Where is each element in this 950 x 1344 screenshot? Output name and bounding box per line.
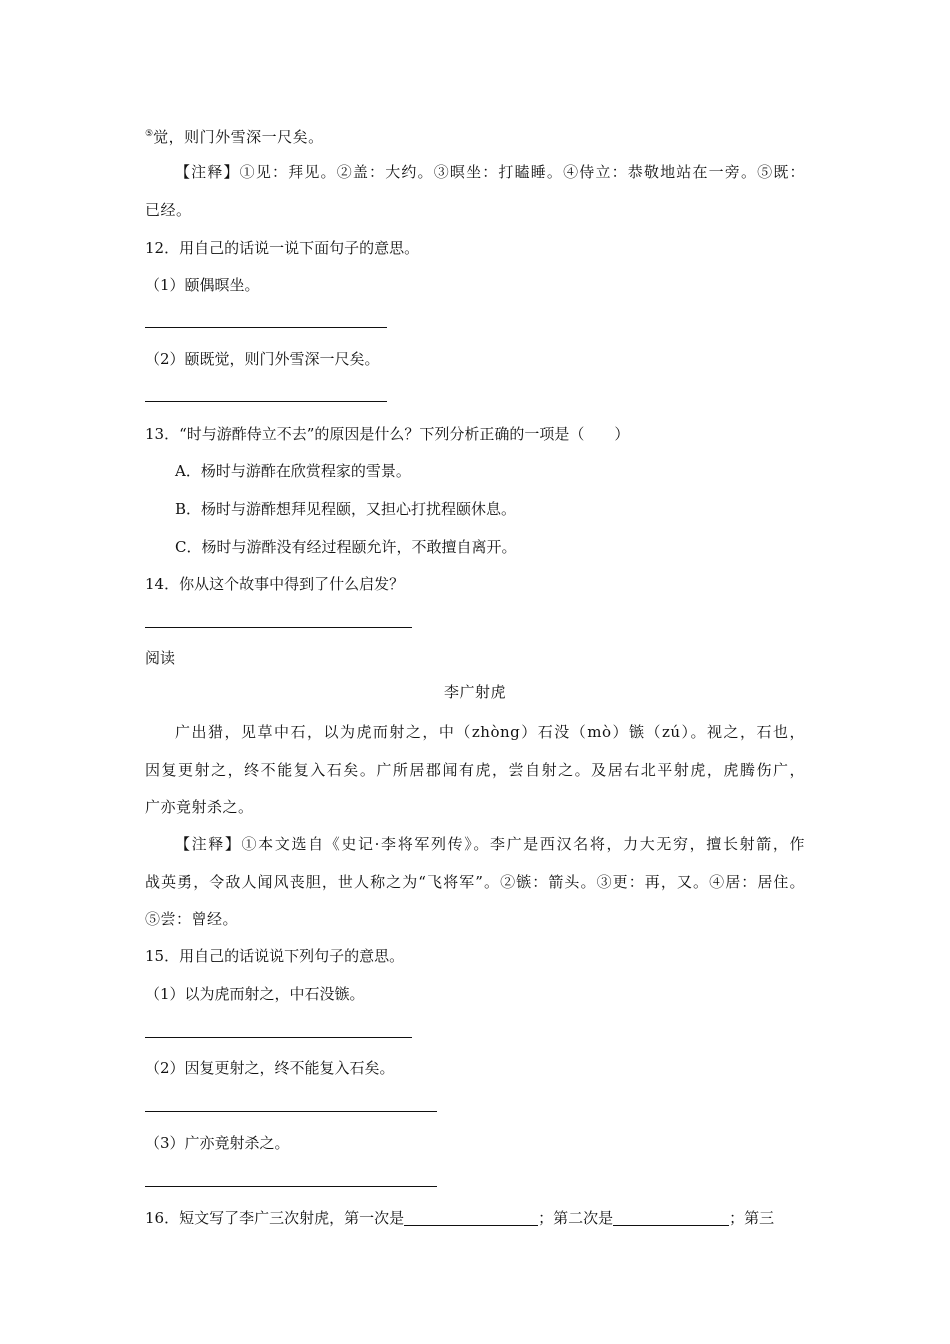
- question-13-option-a[interactable]: A．杨时与游酢在欣赏程家的雪景。: [175, 462, 411, 480]
- passage2-note-line2: 战英勇，令敌人闻风丧胆，世人称之为“飞将军”。②镞：箭头。③更：再，又。④居：居住。: [145, 873, 805, 891]
- question-15-sub2: （2）因复更射之，终不能复入石矣。: [145, 1059, 395, 1077]
- question-16-stem: [145, 1208, 774, 1228]
- passage1-tail-text: 觉，则门外雪深一尺矣。: [153, 128, 324, 146]
- question-15-sub3: （3）广亦竟射杀之。: [145, 1134, 290, 1152]
- note-mark-5: ⑤: [145, 129, 154, 139]
- passage2-line1: 广出猎，见草中石，以为虎而射之，中（zhòng）石没（mò）镞（zú）。视之，石也，: [175, 723, 805, 741]
- answer-line-15-2[interactable]: [145, 1111, 437, 1112]
- section-label: 阅读: [145, 649, 176, 667]
- question-16-part3: ；第三: [729, 1209, 775, 1227]
- question-13-stem: 13．“时与游酢侍立不去”的原因是什么？下列分析正确的一项是（ ）: [145, 425, 630, 443]
- question-15-sub1: （1）以为虎而射之，中石没镞。: [145, 985, 365, 1003]
- question-12-sub1: （1）颐偶暝坐。: [145, 276, 260, 294]
- answer-line-12-2[interactable]: [145, 401, 387, 402]
- passage2-title: 李广射虎: [443, 683, 506, 701]
- answer-blank-16-1[interactable]: [404, 1209, 538, 1226]
- question-16-part2: ；第二次是: [538, 1209, 614, 1227]
- answer-blank-16-2[interactable]: [613, 1209, 729, 1226]
- passage1-note-line2: 已经。: [145, 201, 192, 219]
- question-13-option-c[interactable]: C．杨时与游酢没有经过程颐允许，不敢擅自离开。: [175, 538, 517, 556]
- question-12-sub2: （2）颐既觉，则门外雪深一尺矣。: [145, 350, 380, 368]
- answer-line-12-1[interactable]: [145, 327, 387, 328]
- passage2-note-line1: 【注释】①本文选自《史记·李将军列传》。李广是西汉名将，力大无穷，擅长射箭，作: [175, 835, 805, 853]
- question-14-stem: 14．你从这个故事中得到了什么启发？: [145, 575, 405, 593]
- question-16-part1: 16．短文写了李广三次射虎，第一次是: [145, 1209, 405, 1227]
- passage2-line3: 广亦竟射杀之。: [145, 798, 254, 816]
- answer-line-15-1[interactable]: [145, 1037, 412, 1038]
- passage2-note-line3: ⑤尝：曾经。: [145, 910, 239, 928]
- answer-line-15-3[interactable]: [145, 1186, 437, 1187]
- passage1-tail: [145, 124, 324, 147]
- question-12-stem: 12．用自己的话说一说下面句子的意思。: [145, 239, 420, 257]
- question-15-stem: 15．用自己的话说说下列句子的意思。: [145, 947, 405, 965]
- question-13-option-b[interactable]: B．杨时与游酢想拜见程颐，又担心打扰程颐休息。: [175, 500, 517, 518]
- passage2-line2: 因复更射之，终不能复入石矣。广所居郡闻有虎，尝自射之。及居右北平射虎，虎腾伤广，: [145, 761, 805, 779]
- passage1-note-line1: 【注释】①见：拜见。②盖：大约。③暝坐：打瞌睡。④侍立：恭敬地站在一旁。⑤既：: [175, 163, 805, 181]
- answer-line-14[interactable]: [145, 627, 412, 628]
